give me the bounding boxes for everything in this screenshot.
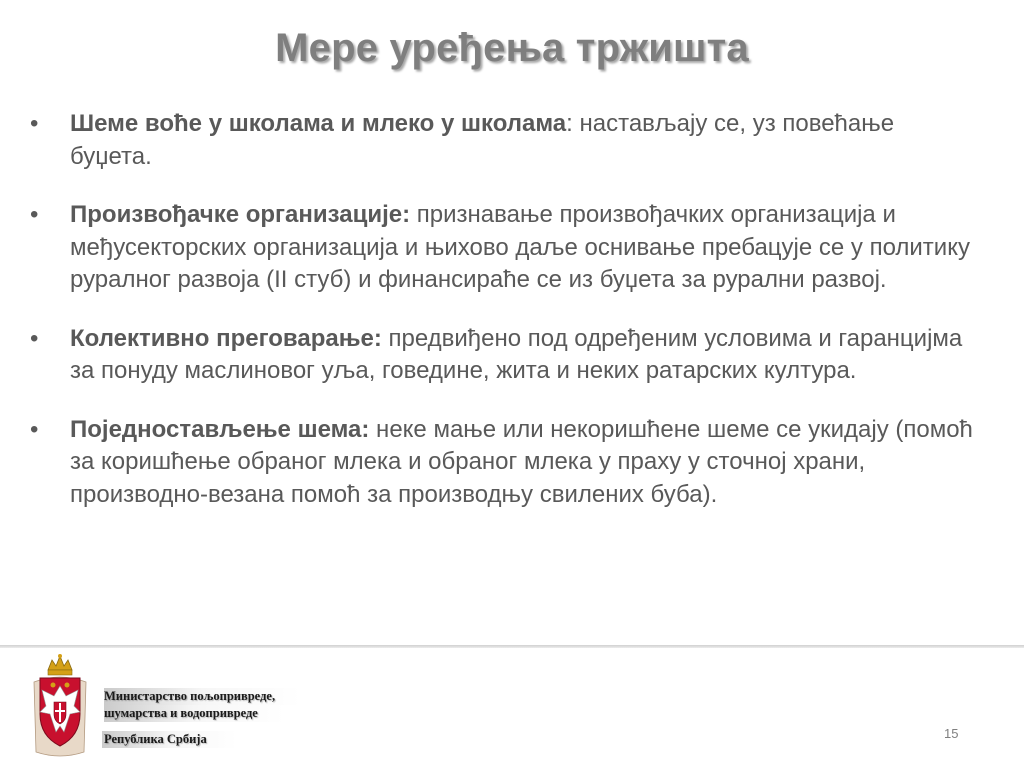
ministry-name-line-1: Министарство пољопривреде,: [104, 688, 301, 705]
bullet-marker: •: [30, 201, 39, 228]
bullet-item: [30, 323, 980, 388]
bullet-marker: •: [30, 324, 39, 352]
ministry-name-line-2: шумарства и водопривреде: [104, 705, 284, 722]
serbian-coat-of-arms-icon: [30, 652, 90, 760]
bullet-list: [30, 108, 980, 511]
slide-title: Мере уређења тржишта: [275, 26, 749, 70]
bullet-marker: •: [30, 110, 39, 137]
bullet-item: [30, 199, 980, 297]
bullet-marker: •: [30, 415, 39, 443]
bullet-item: [30, 414, 980, 512]
footer-divider: [0, 645, 1024, 648]
bullet-text: признавање произвођачких организација и међусекторских организација и њихово даље оснивање пребацује се у политику руралног развоја (II стуб) и финансираће се из буџета за рурални развој.: [70, 201, 970, 293]
ministry-name: [102, 688, 301, 722]
bullet-text: предвиђено под одређеним условима и гаранцијма за понуду маслиновог уља, говедине, жита и неких ратарских култура.: [70, 324, 963, 384]
page-number: 15: [944, 726, 959, 741]
bullet-text: : настављају се, уз повећање буџета.: [70, 110, 895, 170]
bullet-item: [30, 108, 980, 173]
bullet-text: неке мање или некоришћене шеме се укидају (помоћ за коришћење обраног млека и обраног млека у праху у сточној храни, производно-везана помоћ за производњу свилених буба).: [70, 415, 973, 508]
republic-name: Република Србија: [102, 731, 237, 748]
bullet-lead: Произвођачке организације:: [70, 201, 411, 228]
bullet-lead: Шеме воће у школама и млеко у школама: [70, 110, 567, 137]
bullet-lead: Колективно преговарање:: [70, 324, 382, 352]
bullet-lead: Поједностављење шема:: [70, 415, 370, 443]
